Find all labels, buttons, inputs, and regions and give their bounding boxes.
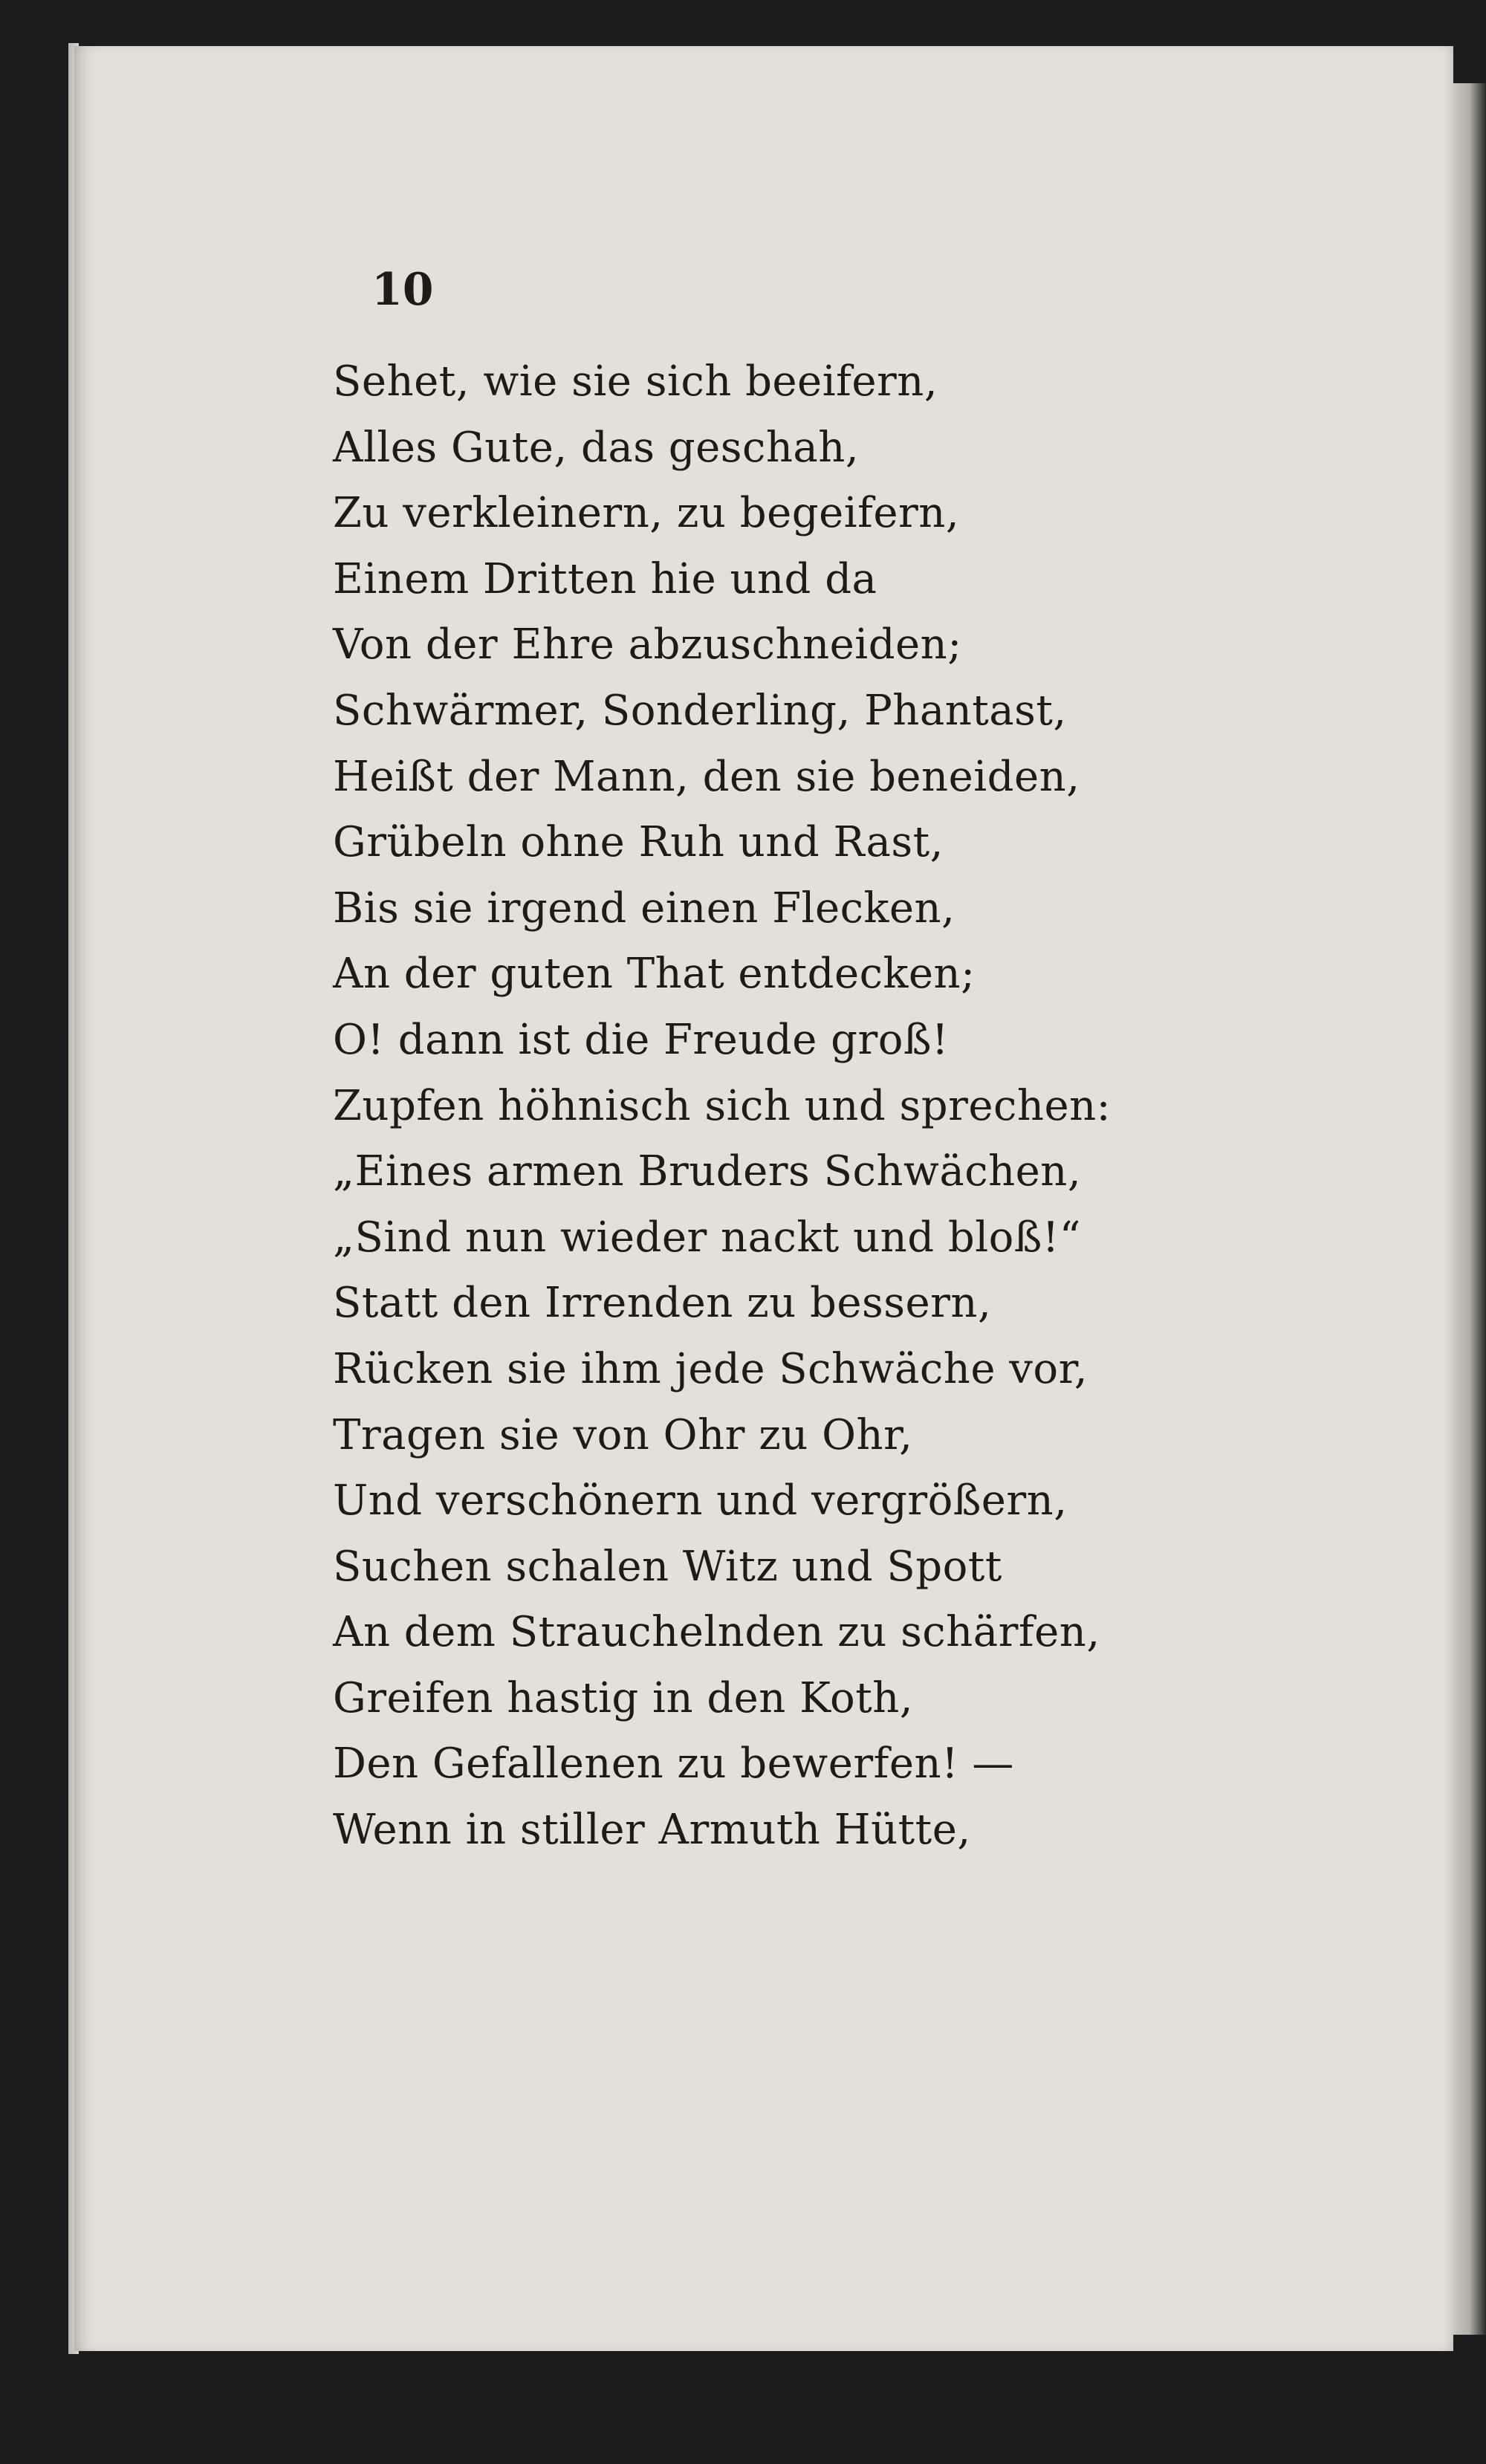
verse-line: Zu verkleinern, zu begeifern,	[333, 489, 960, 538]
verse-line: Statt den Irrenden zu bessern,	[333, 1279, 992, 1328]
verse-line: Einem Dritten hie und da	[333, 554, 877, 603]
verse-line: Zupfen höhnisch sich und sprechen:	[333, 1081, 1112, 1130]
verse-line: Bis sie irgend einen Flecken,	[333, 884, 955, 933]
verse-line: Von der Ehre abzuschneiden;	[333, 620, 962, 670]
verse-line: Tragen sie von Ohr zu Ohr,	[333, 1410, 913, 1459]
verse-line: Suchen schalen Witz und Spott	[333, 1542, 1002, 1591]
verse-line: An dem Strauchelnden zu schärfen,	[333, 1608, 1100, 1657]
verse-line: Wenn in stiller Armuth Hütte,	[333, 1806, 971, 1855]
verse-line: Alles Gute, das geschah,	[333, 423, 860, 472]
poem-text	[333, 349, 1112, 1864]
verse-line: O! dann ist die Freude groß!	[333, 1015, 949, 1064]
verse-line: Heißt der Mann, den sie beneiden,	[333, 752, 1080, 801]
verse-line: Sehet, wie sie sich beeifern,	[333, 357, 938, 406]
verse-line: Und verschönern und vergrößern,	[333, 1476, 1068, 1526]
verse-line: An der guten That entdecken;	[333, 950, 976, 999]
verse-line: „Eines armen Bruders Schwächen,	[333, 1147, 1082, 1196]
verse-line: Grübeln ohne Ruh und Rast,	[333, 818, 944, 867]
verse-line: Den Gefallenen zu bewerfen! —	[333, 1740, 1014, 1789]
verse-line: Schwärmer, Sonderling, Phantast,	[333, 686, 1067, 735]
verse-line: „Sind nun wieder nackt und bloß!“	[333, 1213, 1081, 1262]
page-number: 10	[372, 264, 434, 316]
verse-line: Rücken sie ihm jede Schwäche vor,	[333, 1344, 1088, 1393]
verse-line: Greifen hastig in den Koth,	[333, 1673, 914, 1722]
